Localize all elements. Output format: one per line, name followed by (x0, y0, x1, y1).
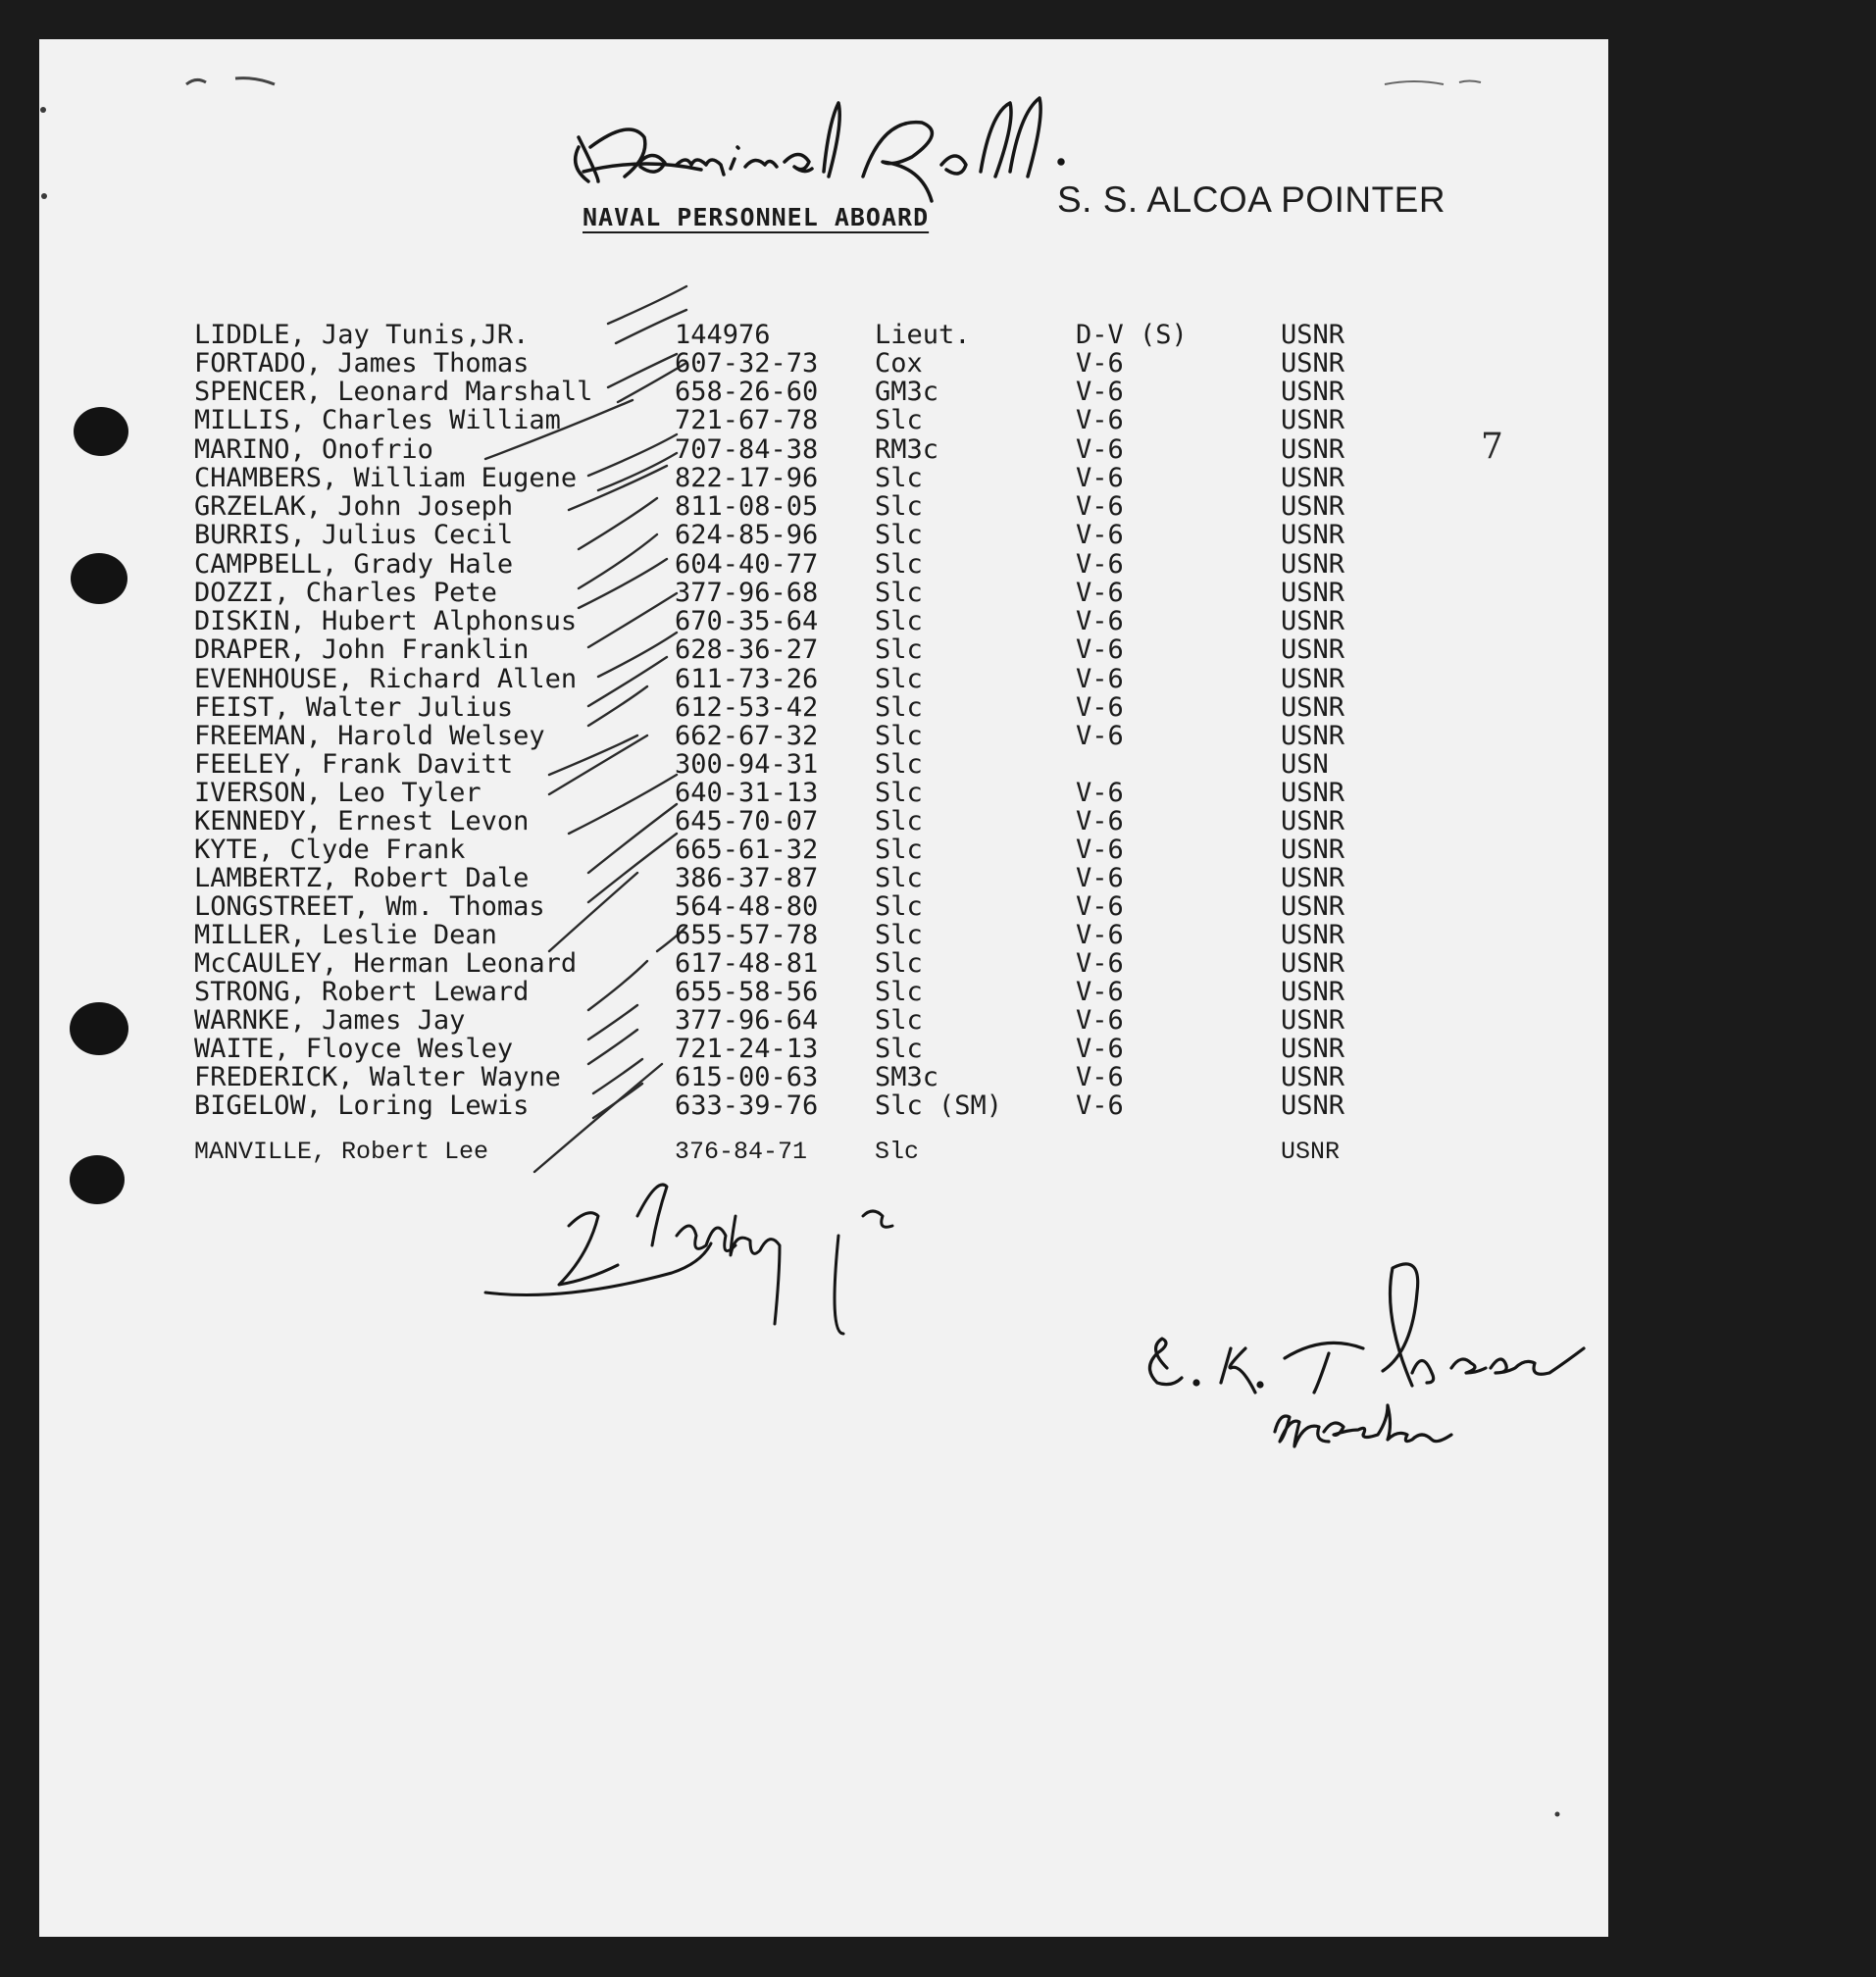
roster-row (0, 349, 1876, 378)
crew-name: MARINO, Onofrio (194, 434, 433, 465)
service-number: 721-67-78 (675, 405, 819, 435)
class: V-6 (1076, 463, 1124, 493)
service-number: 707-84-38 (675, 434, 819, 465)
class: V-6 (1076, 863, 1124, 893)
rate: Cox (875, 348, 923, 379)
service-number: 607-32-73 (675, 348, 819, 379)
roster-row (0, 1035, 1876, 1063)
class: V-6 (1076, 405, 1124, 435)
service-number: 564-48-80 (675, 891, 819, 922)
roster-row (0, 464, 1876, 492)
rate: Slc (875, 891, 923, 922)
rate: Slc (875, 549, 923, 580)
branch: USNR (1281, 1138, 1341, 1166)
crew-name: DOZZI, Charles Pete (194, 578, 497, 608)
crew-name: GRZELAK, John Joseph (194, 491, 514, 522)
crew-name: IVERSON, Leo Tyler (194, 778, 482, 808)
crew-name: LAMBERTZ, Robert Dale (194, 863, 530, 893)
branch: USNR (1281, 920, 1345, 950)
roster-row (0, 492, 1876, 521)
rate: Slc (875, 863, 923, 893)
rate: SM3c (875, 1062, 939, 1092)
roster-row (0, 921, 1876, 949)
branch: USNR (1281, 1034, 1345, 1064)
class: V-6 (1076, 835, 1124, 865)
service-number: 628-36-27 (675, 634, 819, 665)
rate: Slc (875, 1005, 923, 1036)
crew-name: CAMPBELL, Grady Hale (194, 549, 514, 580)
roster-row (0, 1006, 1876, 1035)
roster-row (0, 693, 1876, 722)
class: V-6 (1076, 948, 1124, 979)
roster-row (0, 978, 1876, 1006)
branch: USNR (1281, 520, 1345, 550)
roster-row (0, 1063, 1876, 1091)
rate: Slc (875, 806, 923, 836)
rate: Slc (875, 692, 923, 723)
rate: Slc (875, 1138, 920, 1166)
rate: Slc (875, 835, 923, 865)
crew-name: MILLER, Leslie Dean (194, 920, 497, 950)
class: V-6 (1076, 434, 1124, 465)
class: V-6 (1076, 664, 1124, 694)
branch: USNR (1281, 434, 1345, 465)
crew-name: DRAPER, John Franklin (194, 634, 530, 665)
class: V-6 (1076, 377, 1124, 407)
class: V-6 (1076, 692, 1124, 723)
service-number: 612-53-42 (675, 692, 819, 723)
service-number: 377-96-68 (675, 578, 819, 608)
roster-row (0, 750, 1876, 779)
crew-name: KENNEDY, Ernest Levon (194, 806, 530, 836)
service-number: 811-08-05 (675, 491, 819, 522)
roster-row (0, 635, 1876, 664)
roster-row (0, 1138, 1876, 1166)
rate: Lieut. (875, 320, 971, 350)
branch: USNR (1281, 721, 1345, 751)
service-number: 658-26-60 (675, 377, 819, 407)
crew-name: BIGELOW, Loring Lewis (194, 1090, 530, 1121)
branch: USNR (1281, 606, 1345, 636)
branch: USNR (1281, 863, 1345, 893)
roster-row (0, 807, 1876, 836)
class: V-6 (1076, 520, 1124, 550)
service-number: 640-31-13 (675, 778, 819, 808)
class: V-6 (1076, 1034, 1124, 1064)
crew-name: LIDDLE, Jay Tunis,JR. (194, 320, 530, 350)
roster-row (0, 779, 1876, 807)
class: V-6 (1076, 491, 1124, 522)
roster-row (0, 521, 1876, 549)
roster-row (0, 665, 1876, 693)
crew-name: KYTE, Clyde Frank (194, 835, 466, 865)
rate: Slc (875, 606, 923, 636)
ship-name: S. S. ALCOA POINTER (1057, 179, 1446, 220)
class: V-6 (1076, 634, 1124, 665)
class: V-6 (1076, 806, 1124, 836)
class: V-6 (1076, 1090, 1124, 1121)
service-number: 655-57-78 (675, 920, 819, 950)
rate: Slc (875, 634, 923, 665)
branch: USNR (1281, 320, 1345, 350)
crew-name: DISKIN, Hubert Alphonsus (194, 606, 578, 636)
crew-name: FORTADO, James Thomas (194, 348, 530, 379)
roster-row (0, 1091, 1876, 1120)
service-number: 665-61-32 (675, 835, 819, 865)
branch: USNR (1281, 634, 1345, 665)
roster-row (0, 321, 1876, 349)
service-number: 721-24-13 (675, 1034, 819, 1064)
rate: Slc (875, 491, 923, 522)
branch: USNR (1281, 891, 1345, 922)
rate: Slc (875, 721, 923, 751)
class: V-6 (1076, 778, 1124, 808)
crew-name: CHAMBERS, William Eugene (194, 463, 578, 493)
roster-row (0, 607, 1876, 635)
crew-name: FEELEY, Frank Davitt (194, 749, 514, 780)
roster-row (0, 406, 1876, 434)
service-number: 386-37-87 (675, 863, 819, 893)
rate: Slc (875, 920, 923, 950)
rate: Slc (875, 520, 923, 550)
roster-row (0, 949, 1876, 978)
crew-name: EVENHOUSE, Richard Allen (194, 664, 578, 694)
class: V-6 (1076, 721, 1124, 751)
branch: USNR (1281, 948, 1345, 979)
roster-row (0, 722, 1876, 750)
class: V-6 (1076, 606, 1124, 636)
branch: USNR (1281, 664, 1345, 694)
service-number: 617-48-81 (675, 948, 819, 979)
class: V-6 (1076, 920, 1124, 950)
class: V-6 (1076, 891, 1124, 922)
roster-row (0, 378, 1876, 406)
branch: USNR (1281, 692, 1345, 723)
branch: USNR (1281, 578, 1345, 608)
service-number: 376-84-71 (675, 1138, 808, 1166)
crew-name: LONGSTREET, Wm. Thomas (194, 891, 545, 922)
branch: USNR (1281, 463, 1345, 493)
rate: Slc (875, 948, 923, 979)
crew-name: BURRIS, Julius Cecil (194, 520, 514, 550)
branch: USNR (1281, 1090, 1345, 1121)
branch: USNR (1281, 348, 1345, 379)
roster-row (0, 892, 1876, 921)
service-number: 144976 (675, 320, 771, 350)
rate: Slc (875, 405, 923, 435)
roster-row (0, 864, 1876, 892)
branch: USNR (1281, 1005, 1345, 1036)
crew-name: McCAULEY, Herman Leonard (194, 948, 578, 979)
service-number: 670-35-64 (675, 606, 819, 636)
roster-row (0, 836, 1876, 864)
service-number: 662-67-32 (675, 721, 819, 751)
branch: USNR (1281, 549, 1345, 580)
service-number: 624-85-96 (675, 520, 819, 550)
crew-name: SPENCER, Leonard Marshall (194, 377, 593, 407)
service-number: 655-58-56 (675, 977, 819, 1007)
branch: USNR (1281, 977, 1345, 1007)
class: V-6 (1076, 348, 1124, 379)
branch: USNR (1281, 835, 1345, 865)
service-number: 633-39-76 (675, 1090, 819, 1121)
class: V-6 (1076, 1062, 1124, 1092)
branch: USNR (1281, 806, 1345, 836)
crew-name: FEIST, Walter Julius (194, 692, 514, 723)
class: V-6 (1076, 549, 1124, 580)
service-number: 377-96-64 (675, 1005, 819, 1036)
crew-name: FREDERICK, Walter Wayne (194, 1062, 561, 1092)
class: V-6 (1076, 1005, 1124, 1036)
rate: Slc (875, 749, 923, 780)
branch: USNR (1281, 778, 1345, 808)
branch: USN (1281, 749, 1329, 780)
branch: USNR (1281, 377, 1345, 407)
crew-name: WARNKE, James Jay (194, 1005, 466, 1036)
crew-name: FREEMAN, Harold Welsey (194, 721, 545, 751)
roster-row (0, 579, 1876, 607)
branch: USNR (1281, 491, 1345, 522)
service-number: 604-40-77 (675, 549, 819, 580)
crew-name: MILLIS, Charles William (194, 405, 561, 435)
roster-row (0, 435, 1876, 464)
crew-name: WAITE, Floyce Wesley (194, 1034, 514, 1064)
service-number: 300-94-31 (675, 749, 819, 780)
roster-row (0, 550, 1876, 579)
branch: USNR (1281, 405, 1345, 435)
service-number: 822-17-96 (675, 463, 819, 493)
crew-name: MANVILLE, Robert Lee (194, 1138, 489, 1166)
class: V-6 (1076, 578, 1124, 608)
class: D-V (S) (1076, 320, 1188, 350)
rate: GM3c (875, 377, 939, 407)
service-number: 615-00-63 (675, 1062, 819, 1092)
rate: Slc (875, 578, 923, 608)
rate: Slc (875, 1034, 923, 1064)
rate: Slc (875, 977, 923, 1007)
rate: Slc (SM) (875, 1090, 1003, 1121)
service-number: 611-73-26 (675, 664, 819, 694)
heading: NAVAL PERSONNEL ABOARD (583, 203, 930, 231)
rate: RM3c (875, 434, 939, 465)
class: V-6 (1076, 977, 1124, 1007)
crew-name: STRONG, Robert Leward (194, 977, 530, 1007)
rate: Slc (875, 778, 923, 808)
page-number: 7 (1481, 427, 1503, 467)
branch: USNR (1281, 1062, 1345, 1092)
service-number: 645-70-07 (675, 806, 819, 836)
rate: Slc (875, 463, 923, 493)
rate: Slc (875, 664, 923, 694)
